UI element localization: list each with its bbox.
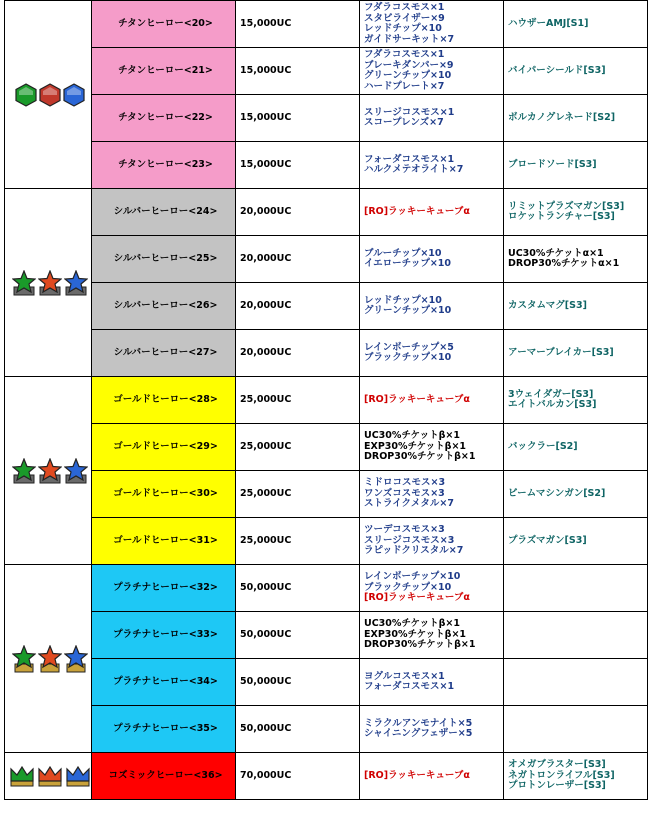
uc-price: 50,000UC [236,706,360,753]
star-badge-icon [38,458,62,484]
winged-star-icon [64,645,88,673]
reward-items [504,706,648,753]
required-items-line: DROP30%チケットβ×1 [364,451,476,463]
required-items-line: イエローチップ×10 [364,258,452,269]
reward-items-line: アーマーブレイカー[S3] [508,346,614,358]
required-items-line: UC30%チケットβ×1 [364,430,460,442]
reward-items [504,189,648,236]
required-items-line: レッドチップ×10 [364,23,442,34]
uc-price: 50,000UC [236,565,360,612]
uc-price: 15,000UC [236,95,360,142]
required-items-line: グリーンチップ×10 [364,70,452,81]
reward-items [504,471,648,518]
star-badge-icon [12,458,36,484]
uc-price: 20,000UC [236,330,360,377]
table-row [5,95,648,142]
required-items [360,706,504,753]
required-items-line: グリーンチップ×10 [364,305,452,316]
required-items [360,1,504,48]
reward-items [504,1,648,48]
required-items-line: ミドロコスモス×3 [364,477,446,489]
required-items-line: [RO]ラッキーキューブα [364,393,470,405]
table-row [5,753,648,800]
required-items-line: フォーダコスモス×1 [364,681,455,692]
uc-price: 20,000UC [236,236,360,283]
required-items-line: レインボーチップ×10 [364,571,461,583]
reward-items [504,377,648,424]
uc-price: 20,000UC [236,283,360,330]
hexagon-gem-icon [63,83,85,107]
uc-price: 25,000UC [236,518,360,565]
required-items-line: ブレーキダンパー×9 [364,59,454,71]
reward-items [504,424,648,471]
required-items-line: [RO]ラッキーキューブα [364,769,470,781]
reward-items [504,753,648,800]
rank-name: チタンヒーロー<20> [92,1,236,48]
required-items [360,48,504,95]
uc-price: 15,000UC [236,1,360,48]
rank-name: チタンヒーロー<23> [92,142,236,189]
winged-star-icon [12,645,36,673]
reward-items-line: バックラー[S2] [508,440,578,452]
cosmic-rank-icons [5,753,92,800]
required-items [360,518,504,565]
titan-rank-icons [5,1,92,189]
rank-name: プラチナヒーロー<33> [92,612,236,659]
reward-items-line: バイパーシールド[S3] [508,64,606,76]
required-items [360,142,504,189]
required-items-line: ハードプレート×7 [364,80,445,92]
crown-icon [65,765,91,787]
table-row [5,1,648,48]
reward-items-line: オメガブラスター[S3] [508,759,606,771]
required-items-line: ラピッドクリスタル×7 [364,545,464,557]
table-row [5,565,648,612]
uc-price: 50,000UC [236,659,360,706]
reward-items-line: カスタムマグ[S3] [508,299,587,311]
uc-price: 25,000UC [236,471,360,518]
rank-name: シルバーヒーロー<27> [92,330,236,377]
reward-items-line: ブロードソード[S3] [508,158,597,170]
rank-name: チタンヒーロー<22> [92,95,236,142]
star-badge-icon [12,270,36,296]
required-items [360,283,504,330]
table-row [5,283,648,330]
table-row [5,471,648,518]
required-items [360,565,504,612]
required-items-line: ストライクメタル×7 [364,498,455,510]
required-items [360,753,504,800]
table-row [5,424,648,471]
required-items-line: フダラコスモス×1 [364,2,445,13]
reward-items-line: ロケットランチャー[S3] [508,211,615,222]
uc-price: 25,000UC [236,377,360,424]
reward-items [504,283,648,330]
uc-price: 15,000UC [236,48,360,95]
rank-name: シルバーヒーロー<25> [92,236,236,283]
star-badge-icon [64,270,88,296]
required-items-line: ツーデコスモス×3 [364,524,445,536]
required-items-line: ブラックチップ×10 [364,581,452,593]
rank-name: プラチナヒーロー<34> [92,659,236,706]
reward-items-line: ネガトロンライフル[S3] [508,769,615,781]
rank-name: ゴールドヒーロー<31> [92,518,236,565]
required-items [360,612,504,659]
required-items [360,471,504,518]
reward-items-line: 3ウェイダガー[S3] [508,388,594,400]
reward-items [504,48,648,95]
reward-items-line: エイトバルカン[S3] [508,399,597,410]
required-items-line: EXP30%チケットβ×1 [364,440,467,452]
reward-items [504,330,648,377]
required-items [360,659,504,706]
required-items-line: スタビライザー×9 [364,12,445,24]
reward-items-line: ビームマシンガン[S2] [508,487,606,499]
required-items-line: ヨグルコスモス×1 [364,670,445,682]
table-body [5,1,648,800]
table-row [5,612,648,659]
required-items [360,95,504,142]
reward-items-line: DROP30%チケットα×1 [508,258,620,269]
required-items-line: ブラックチップ×10 [364,352,452,363]
required-items-line: フダラコスモス×1 [364,49,445,60]
rank-name: プラチナヒーロー<32> [92,565,236,612]
required-items-line: ハルクメテオライト×7 [364,164,464,175]
winged-star-icon [38,645,62,673]
reward-items-line: リミットプラズマガン[S3] [508,200,625,212]
reward-items-line: ボルカノグレネード[S2] [508,111,616,123]
required-items [360,330,504,377]
required-items [360,236,504,283]
table-row [5,189,648,236]
rank-name: ゴールドヒーロー<28> [92,377,236,424]
star-badge-icon [64,458,88,484]
crown-icon [9,765,35,787]
uc-price: 15,000UC [236,142,360,189]
table-row [5,330,648,377]
reward-items [504,659,648,706]
table-row [5,48,648,95]
hero-rank-reward-table [4,0,648,800]
platinum-rank-icons [5,565,92,753]
uc-price: 20,000UC [236,189,360,236]
reward-items [504,518,648,565]
required-items-line: フォーダコスモス×1 [364,153,455,165]
required-items [360,377,504,424]
reward-items-line: ハウザーAMJ[S1] [508,17,589,29]
silver-rank-icons [5,189,92,377]
gold-rank-icons [5,377,92,565]
required-items-line: ミラクルアンモナイト×5 [364,717,473,729]
rank-name: ゴールドヒーロー<30> [92,471,236,518]
required-items [360,424,504,471]
required-items-line: スリージコスモス×1 [364,106,455,118]
rank-name: コズミックヒーロー<36> [92,753,236,800]
required-items-line: シャイニングフェザー×5 [364,728,473,739]
uc-price: 25,000UC [236,424,360,471]
table-row [5,518,648,565]
uc-price: 50,000UC [236,612,360,659]
required-items-line: ブルーチップ×10 [364,247,442,259]
reward-items [504,95,648,142]
table-row [5,706,648,753]
table-row [5,236,648,283]
rank-name: プラチナヒーロー<35> [92,706,236,753]
required-items-line: EXP30%チケットβ×1 [364,628,467,640]
required-items-line: [RO]ラッキーキューブα [364,205,470,217]
required-items-line: DROP30%チケットβ×1 [364,639,476,651]
reward-items-line: UC30%チケットα×1 [508,247,604,259]
required-items-line: スコープレンズ×7 [364,117,444,128]
rank-name: ゴールドヒーロー<29> [92,424,236,471]
reward-items-line: プロトンレーザー[S3] [508,780,606,792]
reward-items [504,612,648,659]
hexagon-gem-icon [15,83,37,107]
rank-name: シルバーヒーロー<26> [92,283,236,330]
table-row [5,142,648,189]
required-items [360,189,504,236]
required-items-line: レインボーチップ×5 [364,341,454,353]
required-items-line: UC30%チケットβ×1 [364,618,460,630]
reward-items [504,142,648,189]
required-items-line: レッドチップ×10 [364,294,442,306]
reward-items [504,565,648,612]
rank-name: シルバーヒーロー<24> [92,189,236,236]
star-badge-icon [38,270,62,296]
required-items-line: ガイドサーキット×7 [364,33,455,45]
uc-price: 70,000UC [236,753,360,800]
table-row [5,377,648,424]
crown-icon [37,765,63,787]
required-items-line: ワンズコスモス×3 [364,487,445,499]
reward-items [504,236,648,283]
rank-name: チタンヒーロー<21> [92,48,236,95]
table-row [5,659,648,706]
required-items-line: [RO]ラッキーキューブα [364,592,470,604]
required-items-line: スリージコスモス×3 [364,534,455,546]
hexagon-gem-icon [39,83,61,107]
reward-items-line: プラズマガン[S3] [508,534,587,546]
